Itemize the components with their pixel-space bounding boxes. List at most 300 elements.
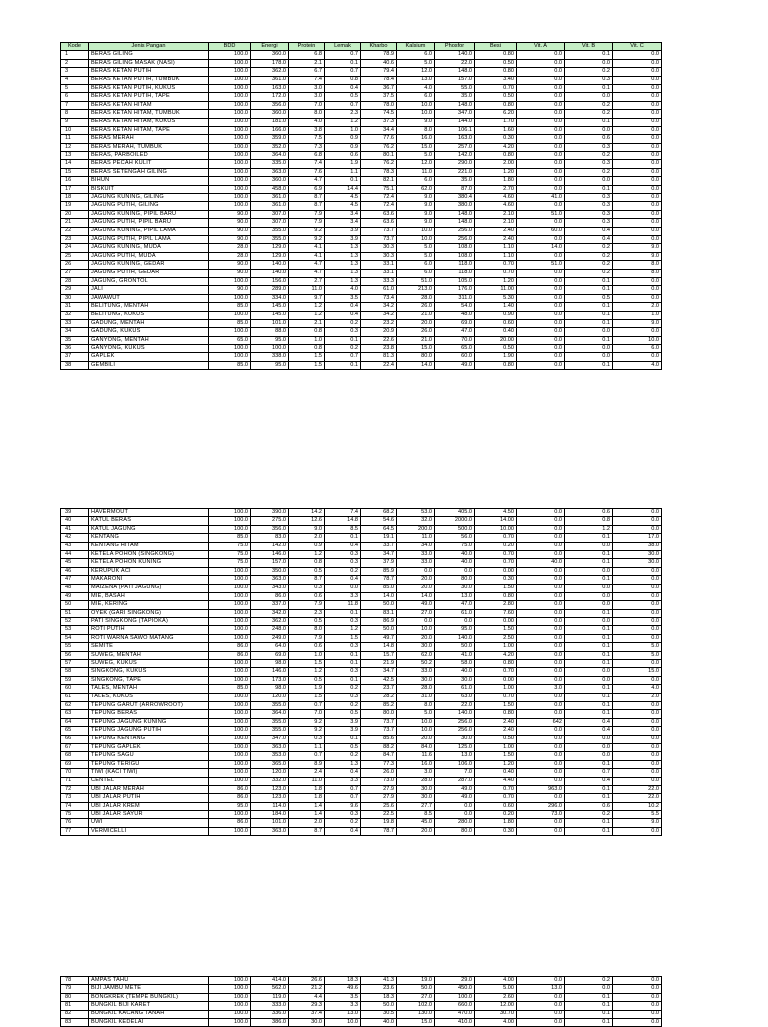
table-row [61,135,662,143]
value-cell: 27.7 [397,802,435,810]
food-code-cell: 10 [61,126,89,134]
value-cell: 34.7 [361,668,397,676]
food-name-cell: UBI JALAR PUTIH [89,794,209,802]
value-cell: 50.2 [397,660,435,668]
value-cell: 0.0 [517,51,565,59]
value-cell: 41.0 [517,194,565,202]
value-cell: 140.0 [435,634,475,642]
value-cell: 0.50 [475,59,517,67]
value-cell: 359.0 [251,135,289,143]
food-code-cell: 54 [61,634,89,642]
value-cell: 3.8 [289,126,325,134]
value-cell: 287.0 [435,777,475,785]
value-cell: 38.0 [613,542,662,550]
value-cell: 4.5 [325,194,361,202]
food-code-cell: 52 [61,618,89,626]
value-cell: 0.6 [289,643,325,651]
value-cell: 0.0 [613,177,662,185]
value-cell: 100.0 [251,345,289,353]
value-cell: 0.0 [517,303,565,311]
value-cell: 73.7 [361,227,397,235]
value-cell: 100.0 [209,185,251,193]
value-cell: 0.0 [517,993,565,1001]
food-name-cell: BISKUIT [89,185,209,193]
value-cell: 2.40 [475,727,517,735]
value-cell: 0.1 [565,651,613,659]
value-cell: 1.70 [475,118,517,126]
value-cell: 0.0 [613,727,662,735]
value-cell: 9.0 [613,252,662,260]
value-cell: 0.00 [475,618,517,626]
food-code-cell: 2 [61,59,89,67]
value-cell: 30.0 [289,1018,325,1026]
value-cell: 1.0 [613,311,662,319]
value-cell: 31.0 [397,693,435,701]
value-cell: 0.0 [397,567,435,575]
value-cell: 0.0 [517,143,565,151]
table-row [61,118,662,126]
value-cell: 0.0 [517,592,565,600]
value-cell: 95.0 [435,626,475,634]
value-cell: 0.0 [517,1018,565,1026]
value-cell: 0.1 [565,693,613,701]
value-cell: 9.2 [289,718,325,726]
value-cell: 2.3 [289,609,325,617]
value-cell: 14.0 [397,361,435,369]
value-cell: 0.0 [565,93,613,101]
value-cell: 22.0 [435,59,475,67]
value-cell: 6.0 [397,269,435,277]
table-row [61,168,662,176]
table-row [61,819,662,827]
value-cell: 21.0 [397,336,435,344]
value-cell: 12.00 [475,1002,517,1010]
value-cell: 100.0 [209,592,251,600]
value-cell: 88.2 [361,743,397,751]
value-cell: 0.4 [325,303,361,311]
value-cell: 7.6 [289,168,325,176]
food-name-cell: ROTI PUTIH [89,626,209,634]
value-cell: 1.80 [475,177,517,185]
value-cell: 0.0 [613,84,662,92]
value-cell: 1.40 [475,303,517,311]
value-cell: 0.0 [613,576,662,584]
value-cell: 362.0 [251,618,289,626]
value-cell: 50.0 [361,1002,397,1010]
value-cell: 37.3 [361,118,397,126]
value-cell: 0.0 [517,777,565,785]
value-cell: 257.0 [435,143,475,151]
table-row [61,752,662,760]
value-cell: 63.6 [361,210,397,218]
value-cell: 62.0 [397,651,435,659]
value-cell: 1.4 [289,802,325,810]
table-row [61,152,662,160]
value-cell: 256.0 [435,235,475,243]
value-cell: 27.0 [397,993,435,1001]
table-row [61,93,662,101]
value-cell: 0.0 [517,269,565,277]
value-cell: 0.6 [325,152,361,160]
value-cell: 0.7 [325,353,361,361]
value-cell: 1.9 [325,160,361,168]
value-cell: 0.1 [325,735,361,743]
food-code-cell: 19 [61,202,89,210]
value-cell: 0.1 [565,576,613,584]
value-cell: 0.1 [325,59,361,67]
value-cell: 90.0 [209,261,251,269]
value-cell: 0.0 [517,676,565,684]
value-cell: 360.0 [251,110,289,118]
value-cell: 100.0 [209,1010,251,1018]
value-cell: 100.0 [209,277,251,285]
value-cell: 100.0 [209,760,251,768]
food-name-cell: BONGKREK (TEMPE BUNGKIL) [89,993,209,1001]
value-cell: 500.0 [435,525,475,533]
table-row [61,59,662,67]
value-cell: 0.1 [565,660,613,668]
value-cell: 362.0 [251,68,289,76]
value-cell: 0.0 [517,319,565,327]
value-cell: 0.80 [475,152,517,160]
value-cell: 28.0 [397,777,435,785]
food-code-cell: 29 [61,286,89,294]
value-cell: 40.0 [361,1018,397,1026]
value-cell: 86.9 [361,618,397,626]
value-cell: 0.4 [565,235,613,243]
value-cell: 355.0 [251,718,289,726]
value-cell: 338.0 [251,353,289,361]
value-cell: 78.9 [361,51,397,59]
table-row [61,210,662,218]
table-row [61,601,662,609]
food-code-cell: 5 [61,84,89,92]
value-cell: 140.0 [435,51,475,59]
value-cell: 100.0 [209,525,251,533]
value-cell: 100.0 [209,567,251,575]
food-name-cell: BERAS KETAN PUTIH, KUKUS [89,84,209,92]
value-cell: 0.0 [517,328,565,336]
table-row [61,676,662,684]
value-cell: 0.8 [289,328,325,336]
food-name-cell: BELITUNG, MENTAH [89,303,209,311]
value-cell: 1.10 [475,252,517,260]
value-cell: 342.0 [251,609,289,617]
value-cell: 2.4 [289,769,325,777]
food-code-cell: 8 [61,110,89,118]
food-name-cell: HAVERMOUT [89,509,209,517]
value-cell: 0.3 [325,559,361,567]
value-cell: 5.00 [475,985,517,993]
value-cell: 8.0 [613,261,662,269]
value-cell: 0.0 [517,345,565,353]
value-cell: 140.0 [251,269,289,277]
value-cell: 48.0 [435,311,475,319]
value-cell: 75.0 [209,542,251,550]
value-cell: 23.7 [361,685,397,693]
value-cell: 470.0 [435,1010,475,1018]
value-cell: 100.0 [209,328,251,336]
value-cell: 0.1 [565,1018,613,1026]
value-cell: 90.0 [209,269,251,277]
food-code-cell: 20 [61,210,89,218]
value-cell: 23.6 [361,985,397,993]
value-cell: 4.20 [475,143,517,151]
value-cell: 63.6 [361,219,397,227]
value-cell: 307.0 [251,210,289,218]
value-cell: 166.0 [251,126,289,134]
value-cell: 0.0 [517,353,565,361]
value-cell: 352.0 [251,143,289,151]
value-cell: 14.0 [397,592,435,600]
value-cell: 0.80 [475,51,517,59]
value-cell: 20.0 [397,576,435,584]
table-row [61,219,662,227]
table-row [61,567,662,575]
value-cell: 100.0 [209,311,251,319]
food-name-cell: TEPUNG JAGUNG KUNING [89,718,209,726]
table-row [61,269,662,277]
value-cell: 55.0 [435,84,475,92]
value-cell: 19.0 [397,977,435,985]
food-code-cell: 81 [61,1002,89,1010]
value-cell: 0.0 [517,219,565,227]
table-row [61,634,662,642]
value-cell: 73.0 [517,811,565,819]
value-cell: 37.5 [361,93,397,101]
value-cell: 68.2 [361,509,397,517]
value-cell: 29.0 [435,977,475,985]
food-name-cell: TEPUNG TERIGU [89,760,209,768]
value-cell: 0.0 [565,345,613,353]
food-code-cell: 24 [61,244,89,252]
value-cell: 221.0 [435,168,475,176]
value-cell: 0.0 [613,618,662,626]
column-header: Protein [289,43,325,51]
food-name-cell: BERAS MERAH [89,135,209,143]
value-cell: 100.0 [209,668,251,676]
value-cell: 4.7 [289,177,325,185]
value-cell: 660.0 [435,1002,475,1010]
value-cell: 145.0 [251,303,289,311]
value-cell: 355.0 [251,727,289,735]
value-cell: 0.1 [325,609,361,617]
table-row [61,618,662,626]
value-cell: 80.1 [361,152,397,160]
value-cell: 2.00 [475,160,517,168]
food-name-cell: AMPAS TAHU [89,977,209,985]
value-cell: 100.0 [209,168,251,176]
value-cell: 157.0 [435,76,475,84]
value-cell: 0.0 [517,177,565,185]
value-cell: 106.1 [435,126,475,134]
food-name-cell: BERAS KETAN HITAM, KUKUS [89,118,209,126]
value-cell: 0.0 [517,819,565,827]
value-cell: 0.0 [435,811,475,819]
value-cell: 85.0 [361,584,397,592]
value-cell: 0.0 [517,118,565,126]
value-cell: 0.0 [613,185,662,193]
value-cell: 0.2 [565,68,613,76]
value-cell: 26.0 [397,328,435,336]
value-cell: 19.1 [361,534,397,542]
value-cell: 0.0 [397,618,435,626]
value-cell: 1.5 [289,660,325,668]
value-cell: 10.2 [613,802,662,810]
value-cell: 84.0 [397,743,435,751]
value-cell: 4.40 [475,777,517,785]
food-name-cell: BERAS KETAN PUTIH, TUMBUK [89,76,209,84]
value-cell: 405.0 [435,509,475,517]
value-cell: 361.0 [251,194,289,202]
value-cell: 0.0 [565,735,613,743]
food-code-cell: 6 [61,93,89,101]
nutrition-table-2 [60,508,662,836]
value-cell: 0.0 [565,592,613,600]
value-cell: 0.80 [475,660,517,668]
food-code-cell: 48 [61,584,89,592]
value-cell: 33.3 [361,277,397,285]
food-name-cell: JAGUNG KUNING, PIPIL BARU [89,210,209,218]
value-cell: 0.2 [325,567,361,575]
food-name-cell: GEMBILI [89,361,209,369]
value-cell: 1.60 [475,126,517,134]
value-cell: 5.0 [397,244,435,252]
value-cell: 1.4 [289,811,325,819]
value-cell: 87.0 [435,185,475,193]
value-cell: 51.0 [517,261,565,269]
food-code-cell: 25 [61,252,89,260]
value-cell: 380.4 [435,194,475,202]
value-cell: 10.0 [613,336,662,344]
value-cell: 148.0 [435,210,475,218]
value-cell: 90.0 [209,286,251,294]
value-cell: 0.2 [325,819,361,827]
value-cell: 60.0 [517,227,565,235]
food-code-cell: 82 [61,1010,89,1018]
table-row [61,202,662,210]
value-cell: 0.3 [565,194,613,202]
value-cell: 13.0 [325,1010,361,1018]
food-code-cell: 9 [61,118,89,126]
table-row [61,660,662,668]
value-cell: 0.0 [517,76,565,84]
table-row [61,294,662,302]
food-code-cell: 64 [61,718,89,726]
table-row [61,336,662,344]
value-cell: 34.2 [361,311,397,319]
value-cell: 16.0 [397,760,435,768]
value-cell: 0.3 [565,219,613,227]
value-cell: 1.3 [325,760,361,768]
value-cell: 56.0 [435,534,475,542]
value-cell: 0.3 [325,550,361,558]
value-cell: 0.0 [613,328,662,336]
column-header: Kalsium [397,43,435,51]
value-cell: 8.9 [289,760,325,768]
value-cell: 0.70 [475,269,517,277]
value-cell: 0.0 [565,668,613,676]
table-row [61,303,662,311]
value-cell: 0.0 [613,202,662,210]
value-cell: 7.4 [325,509,361,517]
value-cell: 0.0 [565,601,613,609]
value-cell: 64.5 [361,525,397,533]
food-code-cell: 11 [61,135,89,143]
value-cell: 19.8 [361,819,397,827]
table-row [61,735,662,743]
value-cell: 0.0 [613,634,662,642]
food-code-cell: 15 [61,168,89,176]
value-cell: 1.90 [475,353,517,361]
value-cell: 9.2 [289,235,325,243]
food-code-cell: 22 [61,227,89,235]
value-cell: 0.0 [517,126,565,134]
value-cell: 2.0 [613,303,662,311]
food-code-cell: 57 [61,660,89,668]
value-cell: 3.3 [325,592,361,600]
table-row [61,1018,662,1026]
food-name-cell: KETELA POHON (SINGKONG) [89,550,209,558]
value-cell: 50.0 [361,601,397,609]
value-cell: 20.9 [361,328,397,336]
column-header: Phosfor [435,43,475,51]
food-name-cell: TEPUNG GAPLEK [89,743,209,751]
value-cell: 28.0 [209,252,251,260]
value-cell: 0.1 [565,336,613,344]
value-cell: 0.0 [613,93,662,101]
value-cell: 0.0 [517,68,565,76]
food-name-cell: JAWAWUT [89,294,209,302]
value-cell: 0.5 [289,567,325,575]
value-cell: 34.2 [361,303,397,311]
value-cell: 5.0 [397,252,435,260]
food-code-cell: 26 [61,261,89,269]
value-cell: 0.1 [565,277,613,285]
value-cell: 0.0 [517,710,565,718]
value-cell: 4.50 [475,509,517,517]
value-cell: 0.2 [325,701,361,709]
value-cell: 1.50 [475,584,517,592]
value-cell: 4.0 [613,361,662,369]
food-code-cell: 36 [61,345,89,353]
value-cell: 7.3 [289,143,325,151]
value-cell: 256.0 [435,718,475,726]
value-cell: 3.9 [325,235,361,243]
value-cell: 0.0 [517,735,565,743]
value-cell: 100.0 [209,584,251,592]
value-cell: 30.5 [361,1010,397,1018]
value-cell: 333.0 [251,1002,289,1010]
value-cell: 0.50 [475,735,517,743]
food-code-cell: 58 [61,668,89,676]
value-cell: 83.1 [361,609,397,617]
value-cell: 0.4 [565,227,613,235]
value-cell: 0.0 [613,210,662,218]
value-cell: 10.0 [397,235,435,243]
value-cell: 0.2 [565,244,613,252]
food-name-cell: VERMICELLI [89,827,209,835]
food-code-cell: 80 [61,993,89,1001]
value-cell: 40.0 [435,550,475,558]
value-cell: 0.7 [325,794,361,802]
value-cell: 30.3 [361,244,397,252]
food-code-cell: 49 [61,592,89,600]
value-cell: 5.0 [397,152,435,160]
food-code-cell: 44 [61,550,89,558]
food-name-cell: JAGUNG PUTIH, PIPIL BARU [89,219,209,227]
value-cell: 4.4 [289,993,325,1001]
